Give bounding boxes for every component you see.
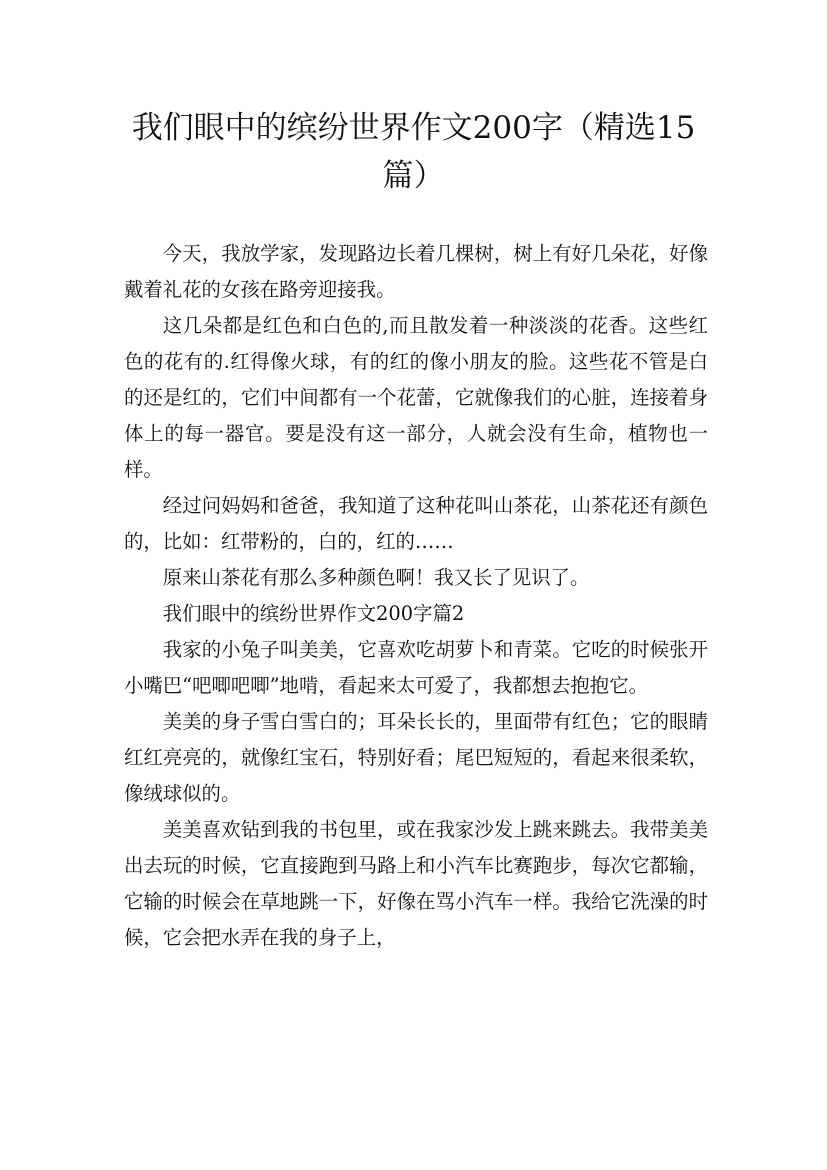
document-title: 我们眼中的缤纷世界作文200字（精选15篇） [131,110,696,194]
paragraph: 美美的身子雪白雪白的；耳朵长长的，里面带有红色；它的眼睛红红亮亮的，就像红宝石，特别好看；尾巴短短的，看起来很柔软，像绒球似的。 [124,710,708,805]
section-heading: 我们眼中的缤纷世界作文200字篇2 [162,602,465,625]
paragraph: 今天，我放学家，发现路边长着几棵树，树上有好几朵花，好像戴着礼花的女孩在路旁迎接我。 [124,242,708,301]
paragraph: 经过问妈妈和爸爸，我知道了这种花叫山茶花，山茶花还有颜色的，比如：红带粉的，白的，红的…… [124,494,708,553]
paragraph: 美美喜欢钻到我的书包里，或在我家沙发上跳来跳去。我带美美出去玩的时候，它直接跑到马路上和小汽车比赛跑步，每次它都输，它输的时候会在草地跳一下，好像在骂小汽车一样。我给它洗澡的时候，它会把水弄在我的身子上， [124,818,708,949]
paragraph: 原来山茶花有那么多种颜色啊！我又长了见识了。 [162,566,590,589]
document-body [124,236,708,956]
paragraph: 这几朵都是红色和白色的,而且散发着一种淡淡的花香。这些红色的花有的.红得像火球，有的红的像小朋友的脸。这些花不管是白的还是红的，它们中间都有一个花蕾，它就像我们的心脏，连接着身体上的每一器官。要是没有这一部分，人就会没有生命，植物也一样。 [124,314,708,481]
paragraph: 我家的小兔子叫美美，它喜欢吃胡萝卜和青菜。它吃的时候张开小嘴巴“吧唧吧唧”地啃，看起来太可爱了，我都想去抱抱它。 [124,638,708,697]
